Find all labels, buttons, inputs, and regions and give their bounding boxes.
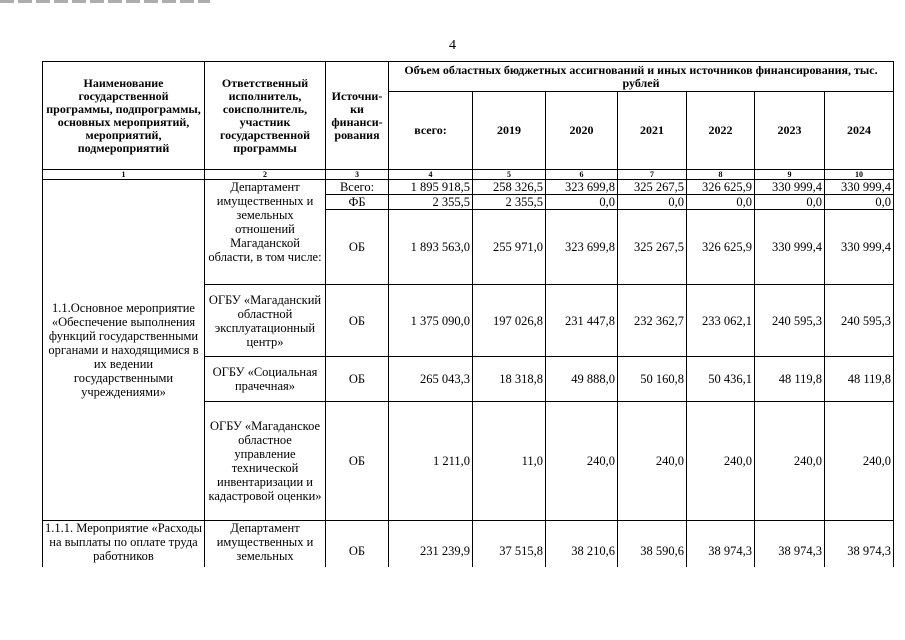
- program-name-cell: 1.1.1. Мероприятие «Расходы на выплаты по оплате труда работников: [43, 521, 205, 581]
- table-row: [43, 180, 894, 195]
- value-cell: 0,0: [618, 195, 687, 210]
- value-cell: 1 893 563,0: [389, 210, 473, 285]
- header-executor: Ответственный исполнитель, соисполнитель, участник государственной программы: [205, 62, 326, 170]
- value-cell: 240,0: [755, 402, 825, 521]
- program-name-cell: 1.1.Основное мероприятие «Обеспечение выполнения функций государственными органами и находящимися в их ведении государственными учреждениями»: [43, 180, 205, 521]
- value-cell: 232 362,7: [618, 285, 687, 357]
- scan-edge: [0, 0, 210, 3]
- header-year: 2021: [618, 92, 687, 170]
- value-cell: 240,0: [687, 402, 755, 521]
- value-cell: 330 999,4: [755, 180, 825, 195]
- value-cell: 37 515,8: [473, 521, 546, 581]
- source-cell: ОБ: [326, 402, 389, 521]
- value-cell: 233 062,1: [687, 285, 755, 357]
- value-cell: 0,0: [825, 195, 894, 210]
- value-cell: 0,0: [755, 195, 825, 210]
- value-cell: 48 119,8: [825, 357, 894, 402]
- header-year: 2023: [755, 92, 825, 170]
- value-cell: 38 590,6: [618, 521, 687, 581]
- value-cell: 231 447,8: [546, 285, 618, 357]
- index-cell: 2: [205, 170, 326, 180]
- value-cell: 38 974,3: [755, 521, 825, 581]
- executor-cell: ОГБУ «Социальная прачечная»: [205, 357, 326, 402]
- value-cell: 2 355,5: [473, 195, 546, 210]
- source-cell: ФБ: [326, 195, 389, 210]
- value-cell: 50 160,8: [618, 357, 687, 402]
- header-program-name: Наименование государственной программы, подпрограммы, основных мероприятий, мероприятий, подмероприятий: [43, 62, 205, 170]
- value-cell: 323 699,8: [546, 180, 618, 195]
- value-cell: 255 971,0: [473, 210, 546, 285]
- source-cell: ОБ: [326, 357, 389, 402]
- value-cell: 50 436,1: [687, 357, 755, 402]
- header-year: 2024: [825, 92, 894, 170]
- index-cell: 1: [43, 170, 205, 180]
- value-cell: 0,0: [546, 195, 618, 210]
- value-cell: 2 355,5: [389, 195, 473, 210]
- budget-table: [42, 61, 894, 581]
- index-cell: 6: [546, 170, 618, 180]
- value-cell: 231 239,9: [389, 521, 473, 581]
- index-cell: 8: [687, 170, 755, 180]
- header-year: 2020: [546, 92, 618, 170]
- value-cell: 325 267,5: [618, 180, 687, 195]
- value-cell: 330 999,4: [755, 210, 825, 285]
- header-year: 2022: [687, 92, 755, 170]
- value-cell: 240 595,3: [755, 285, 825, 357]
- index-cell: 5: [473, 170, 546, 180]
- value-cell: 38 974,3: [687, 521, 755, 581]
- source-cell: ОБ: [326, 285, 389, 357]
- header-total: всего:: [389, 92, 473, 170]
- page-number: 4: [449, 38, 456, 53]
- index-cell: 7: [618, 170, 687, 180]
- header-budget-group: Объем областных бюджетных ассигнований и иных источников финансирования, тыс. рублей: [389, 62, 894, 92]
- value-cell: 240,0: [825, 402, 894, 521]
- value-cell: 240,0: [618, 402, 687, 521]
- value-cell: 326 625,9: [687, 210, 755, 285]
- value-cell: 1 211,0: [389, 402, 473, 521]
- index-cell: 4: [389, 170, 473, 180]
- value-cell: 38 974,3: [825, 521, 894, 581]
- value-cell: 1 895 918,5: [389, 180, 473, 195]
- index-cell: 10: [825, 170, 894, 180]
- index-cell: 3: [326, 170, 389, 180]
- value-cell: 326 625,9: [687, 180, 755, 195]
- value-cell: 197 026,8: [473, 285, 546, 357]
- value-cell: 48 119,8: [755, 357, 825, 402]
- value-cell: 49 888,0: [546, 357, 618, 402]
- value-cell: 240 595,3: [825, 285, 894, 357]
- source-cell: ОБ: [326, 521, 389, 581]
- header-year: 2019: [473, 92, 546, 170]
- value-cell: 330 999,4: [825, 180, 894, 195]
- value-cell: 330 999,4: [825, 210, 894, 285]
- source-cell: Всего:: [326, 180, 389, 195]
- header-row-1: [43, 62, 894, 92]
- value-cell: 1 375 090,0: [389, 285, 473, 357]
- value-cell: 258 326,5: [473, 180, 546, 195]
- index-row: [43, 170, 894, 180]
- value-cell: 18 318,8: [473, 357, 546, 402]
- value-cell: 38 210,6: [546, 521, 618, 581]
- index-cell: 9: [755, 170, 825, 180]
- executor-cell: Департамент имущественных и земельных отношений Магаданской области, в том числе:: [205, 180, 326, 285]
- executor-cell: Департамент имущественных и земельных: [205, 521, 326, 581]
- value-cell: 323 699,8: [546, 210, 618, 285]
- executor-cell: ОГБУ «Магаданский областной эксплуатационный центр»: [205, 285, 326, 357]
- value-cell: 240,0: [546, 402, 618, 521]
- value-cell: 265 043,3: [389, 357, 473, 402]
- source-cell: ОБ: [326, 210, 389, 285]
- value-cell: 325 267,5: [618, 210, 687, 285]
- executor-cell: ОГБУ «Магаданское областное управление технической инвентаризации и кадастровой оценки»: [205, 402, 326, 521]
- header-source: Источни-ки финанси-рования: [326, 62, 389, 170]
- value-cell: 11,0: [473, 402, 546, 521]
- value-cell: 0,0: [687, 195, 755, 210]
- page-bottom-margin: [0, 567, 905, 640]
